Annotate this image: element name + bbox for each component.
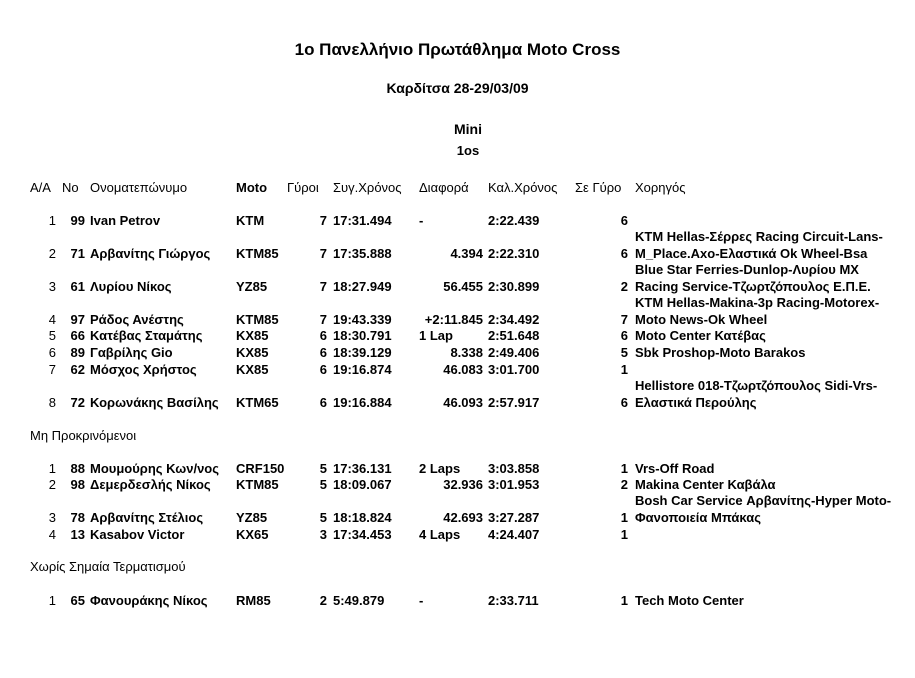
cell-moto: KTM85 — [236, 246, 279, 261]
cell-aa: 6 — [48, 345, 56, 360]
cell-at-lap: 2 — [620, 279, 628, 294]
cell-rider-name: Kasabov Victor — [90, 527, 185, 542]
cell-laps: 6 — [319, 345, 327, 360]
cell-number: 89 — [70, 345, 85, 360]
cell-laps: 7 — [319, 246, 327, 261]
cell-moto: KX85 — [236, 345, 269, 360]
cell-sponsor-continued: KTM Hellas-Makina-3p Racing-Motorex- — [635, 295, 880, 310]
cell-diff: 46.083 — [443, 362, 483, 377]
cell-rider-name: Μουμούρης Κων/νος — [90, 461, 219, 476]
cell-aa: 3 — [48, 279, 56, 294]
cell-moto: KX85 — [236, 362, 269, 377]
cell-best-time: 2:22.439 — [488, 213, 540, 228]
cell-at-lap: 1 — [620, 461, 628, 476]
cell-rider-name: Ivan Petrov — [90, 213, 161, 228]
cell-aa: 1 — [48, 461, 56, 476]
cell-at-lap: 6 — [620, 246, 628, 261]
cell-number: 97 — [70, 312, 85, 327]
cell-laps: 3 — [319, 527, 327, 542]
cell-diff: 1 Lap — [419, 328, 453, 343]
header-diff: Διαφορά — [419, 180, 469, 195]
cell-best-time: 2:34.492 — [488, 312, 540, 327]
cell-moto: YZ85 — [236, 510, 268, 525]
cell-best-time: 2:33.711 — [488, 593, 539, 608]
cell-diff: 32.936 — [443, 477, 483, 492]
cell-aa: 7 — [48, 362, 56, 377]
cell-at-lap: 6 — [620, 213, 628, 228]
cell-best-time: 2:22.310 — [488, 246, 540, 261]
cell-rider-name: Μόσχος Χρήστος — [90, 362, 197, 377]
cell-moto: KTM85 — [236, 312, 279, 327]
cell-best-time: 2:57.917 — [488, 395, 540, 410]
cell-aa: 8 — [48, 395, 56, 410]
header-laps: Γύροι — [287, 180, 319, 195]
cell-moto: KX85 — [236, 328, 269, 343]
cell-sponsor: Sbk Proshop-Moto Barakos — [635, 345, 806, 360]
cell-moto: KTM65 — [236, 395, 279, 410]
cell-rider-name: Λυρίου Νίκος — [90, 279, 172, 294]
cell-at-lap: 1 — [620, 510, 628, 525]
cell-best-time: 3:03.858 — [488, 461, 540, 476]
cell-diff: 4 Laps — [419, 527, 461, 542]
cell-number: 88 — [70, 461, 85, 476]
cell-aa: 2 — [48, 246, 56, 261]
cell-diff: 8.338 — [450, 345, 483, 360]
cell-diff: 2 Laps — [419, 461, 461, 476]
cell-rider-name: Κατέβας Σταμάτης — [90, 328, 203, 343]
cell-at-lap: 1 — [620, 362, 628, 377]
cell-sponsor-continued: KTM Hellas-Σέρρες Racing Circuit-Lans- — [635, 229, 883, 244]
cell-sponsor: M_Place.Axo-Ελαστικά Ok Wheel-Bsa — [635, 246, 868, 261]
cell-at-lap: 6 — [620, 328, 628, 343]
cell-diff: 4.394 — [450, 246, 483, 261]
cell-best-time: 2:49.406 — [488, 345, 540, 360]
header-moto: Moto — [236, 180, 268, 195]
cell-total-time: 19:16.874 — [333, 362, 392, 377]
cell-number: 13 — [70, 527, 85, 542]
cell-diff: - — [419, 593, 424, 608]
cell-aa: 4 — [48, 527, 56, 542]
cell-total-time: 17:35.888 — [333, 246, 392, 261]
cell-total-time: 18:09.067 — [333, 477, 392, 492]
cell-best-time: 3:01.700 — [488, 362, 540, 377]
cell-sponsor: Φανοποιεία Μπάκας — [635, 510, 761, 525]
cell-sponsor: Tech Moto Center — [635, 593, 744, 608]
cell-number: 98 — [70, 477, 85, 492]
cell-moto: YZ85 — [236, 279, 268, 294]
header-name: Ονοματεπώνυμο — [90, 180, 188, 195]
cell-total-time: 17:36.131 — [333, 461, 392, 476]
section-title-no-flag: Χωρίς Σημαία Τερματισμού — [30, 559, 186, 574]
cell-laps: 7 — [319, 279, 327, 294]
cell-laps: 5 — [319, 510, 327, 525]
cell-total-time: 18:39.129 — [333, 345, 392, 360]
cell-rider-name: Κορωνάκης Βασίλης — [90, 395, 219, 410]
cell-at-lap: 5 — [620, 345, 628, 360]
cell-total-time: 17:31.494 — [333, 213, 392, 228]
cell-sponsor-continued: Hellistore 018-Τζωρτζόπουλος Sidi-Vrs- — [635, 378, 878, 393]
cell-aa: 1 — [48, 213, 56, 228]
cell-laps: 6 — [319, 362, 327, 377]
cell-sponsor-continued: Bosh Car Service Αρβανίτης-Hyper Moto- — [635, 493, 892, 508]
cell-total-time: 5:49.879 — [333, 593, 385, 608]
cell-aa: 4 — [48, 312, 56, 327]
page-title: 1ο Πανελλήνιο Πρωτάθλημα Moto Cross — [294, 40, 621, 59]
header-total-time: Συγ.Χρόνος — [333, 180, 402, 195]
cell-number: 65 — [70, 593, 85, 608]
cell-laps: 7 — [319, 213, 327, 228]
header-best-time: Καλ.Χρόνος — [488, 180, 558, 195]
cell-moto: KX65 — [236, 527, 269, 542]
cell-diff: 46.093 — [443, 395, 483, 410]
cell-total-time: 19:43.339 — [333, 312, 392, 327]
cell-sponsor-continued: Blue Star Ferries-Dunlop-Λυρίου MX — [635, 262, 859, 277]
cell-sponsor: Vrs-Off Road — [635, 461, 715, 476]
cell-laps: 5 — [319, 461, 327, 476]
cell-number: 62 — [70, 362, 85, 377]
cell-total-time: 18:18.824 — [333, 510, 392, 525]
cell-sponsor: Makina Center Καβάλα — [635, 477, 776, 492]
cell-at-lap: 1 — [620, 527, 628, 542]
cell-number: 66 — [70, 328, 85, 343]
cell-diff: - — [419, 213, 424, 228]
cell-laps: 6 — [319, 395, 327, 410]
race-label: 1os — [456, 143, 480, 158]
cell-number: 71 — [70, 246, 85, 261]
cell-at-lap: 6 — [620, 395, 628, 410]
cell-diff: 56.455 — [443, 279, 483, 294]
cell-best-time: 2:51.648 — [488, 328, 540, 343]
cell-at-lap: 2 — [620, 477, 628, 492]
cell-rider-name: Αρβανίτης Στέλιος — [90, 510, 204, 525]
cell-best-time: 2:30.899 — [488, 279, 540, 294]
cell-laps: 6 — [319, 328, 327, 343]
cell-laps: 2 — [319, 593, 327, 608]
header-aa: Α/Α — [30, 180, 51, 195]
cell-number: 72 — [70, 395, 85, 410]
cell-best-time: 3:27.287 — [488, 510, 540, 525]
cell-total-time: 18:30.791 — [333, 328, 392, 343]
cell-laps: 5 — [319, 477, 327, 492]
cell-aa: 5 — [48, 328, 56, 343]
cell-moto: RM85 — [236, 593, 271, 608]
cell-number: 78 — [70, 510, 85, 525]
cell-diff: 42.693 — [443, 510, 483, 525]
cell-diff: +2:11.845 — [424, 312, 483, 327]
cell-sponsor: Moto News-Ok Wheel — [635, 312, 768, 327]
cell-aa: 3 — [48, 510, 56, 525]
category-label: Mini — [454, 121, 482, 137]
cell-sponsor: Racing Service-Τζωρτζόπουλος Ε.Π.Ε. — [635, 279, 871, 294]
header-sponsor: Χορηγός — [635, 180, 686, 195]
cell-at-lap: 1 — [620, 593, 628, 608]
cell-number: 99 — [70, 213, 85, 228]
event-location-date: Καρδίτσα 28-29/03/09 — [386, 80, 529, 96]
header-at-lap: Σε Γύρο — [575, 180, 622, 195]
cell-total-time: 18:27.949 — [333, 279, 392, 294]
cell-number: 61 — [70, 279, 85, 294]
cell-total-time: 17:34.453 — [333, 527, 392, 542]
cell-rider-name: Γαβρίλης Gio — [90, 345, 173, 360]
cell-moto: KTM — [236, 213, 265, 228]
cell-sponsor: Ελαστικά Περούλης — [635, 395, 757, 410]
cell-best-time: 4:24.407 — [488, 527, 540, 542]
cell-moto: KTM85 — [236, 477, 279, 492]
header-no: No — [62, 180, 79, 195]
cell-aa: 2 — [48, 477, 56, 492]
cell-rider-name: Ράδος Ανέστης — [90, 312, 184, 327]
cell-at-lap: 7 — [620, 312, 628, 327]
cell-rider-name: Αρβανίτης Γιώργος — [90, 246, 211, 261]
cell-aa: 1 — [48, 593, 56, 608]
cell-rider-name: Φανουράκης Νίκος — [90, 593, 208, 608]
cell-moto: CRF150 — [236, 461, 285, 476]
cell-laps: 7 — [319, 312, 327, 327]
cell-sponsor: Moto Center Κατέβας — [635, 328, 766, 343]
cell-best-time: 3:01.953 — [488, 477, 540, 492]
cell-total-time: 19:16.884 — [333, 395, 392, 410]
section-title-not-qualified: Μη Προκρινόμενοι — [30, 428, 137, 443]
cell-rider-name: Δεμερδεσλής Νίκος — [90, 477, 211, 492]
